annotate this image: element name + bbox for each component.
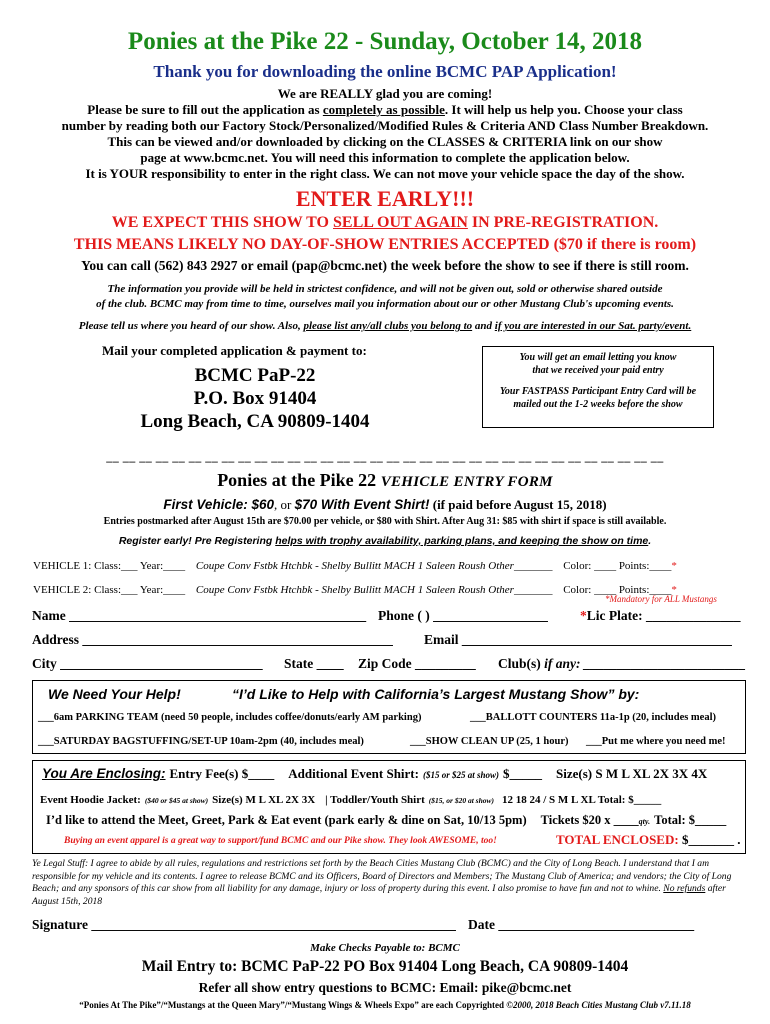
help-cleanup[interactable]: ___SHOW CLEAN UP (25, 1 hour) (410, 736, 569, 747)
register-text: Register early! Pre Registering (118, 535, 276, 547)
first-vehicle-price: First Vehicle: $60 (163, 497, 274, 512)
date-field[interactable]: Date _____________________________ (468, 917, 695, 932)
tickets-field[interactable]: Tickets $20 x ____ (540, 813, 639, 827)
shirt-sizes[interactable]: Size(s) S M L XL 2X 3X 4X (555, 766, 708, 781)
postmark-line: Entries postmarked after August 15th are $70.00 per vehicle, or $80 with Shirt. After Aug 31: $85 with shirt if space is still available. (103, 516, 667, 527)
tell-underline: if you are interested in our Sat. party/event. (494, 320, 692, 332)
clubs-label: Club(s) (498, 656, 541, 671)
shirt-label: Additional Event Shirt: (288, 766, 419, 781)
copyright-text: “Ponies At The Pike”/“Mustangs at the Queen Mary”/“Mustang Wings & Wheels Expo” are each Copyrighted (79, 1000, 507, 1010)
sell-out-text: WE EXPECT THIS SHOW TO (111, 214, 333, 231)
zip-field[interactable]: Zip Code _________ (358, 656, 476, 671)
help-anywhere[interactable]: ___Put me where you need me! (586, 736, 726, 747)
form-title (0, 470, 770, 491)
vehicle-2-color-points[interactable]: Color: ____ Points:____ (563, 584, 672, 596)
enclosing-row-2 (40, 790, 661, 808)
tickets-qty: qty. (638, 817, 651, 826)
toddler-sizes[interactable]: 12 18 24 / S M L XL Total: $_____ (502, 794, 662, 806)
help-parking[interactable]: ___6am PARKING TEAM (need 50 people, includes coffee/donuts/early AM parking) (38, 712, 422, 723)
privacy-line-2: of the club. BCMC may from time to time, ourselves mail you information about our or other Mustang Club's upcoming events. (96, 298, 674, 310)
call-line: You can call (562) 843 2927 or email (pap@bcmc.net) the week before the show to see if there is still room. (81, 258, 689, 273)
mandatory-note: *Mandatory for ALL Mustangs (605, 594, 717, 604)
intro-underline: completely as possible (322, 102, 445, 117)
enclosing-row-1 (42, 765, 707, 783)
help-heading-quote: “I’d Like to Help with California’s Largest Mustang Show” by: (232, 686, 640, 702)
register-line (0, 535, 770, 547)
mandatory-star: * (580, 608, 587, 623)
first-vehicle-or: , or (273, 497, 295, 512)
hoodie-sizes[interactable]: Size(s) M L XL 2X 3X (212, 794, 316, 806)
intro-line-1 (0, 102, 770, 118)
shirt-price: ($15 or $25 at show) (422, 770, 499, 780)
register-underline: helps with trophy availability, parking plans, and keeping the show on time (275, 535, 649, 547)
city-field[interactable]: City ______________________________ (32, 656, 263, 671)
mail-label: Mail your completed application & payment to: (102, 343, 367, 358)
privacy-line-1: The information you provide will be held in strictest confidence, and will not be given out, sold or otherwise shared outside (107, 283, 663, 295)
legal-body: Ye Legal Stuff: I agree to abide by all rules, regulations and restrictions set forth by the Beach Cities Mustang Club (BCMC) and the City of Long Beach. I understand that I am responsible for my vehicle and its contents. I agree to release BCMC and its Officers, Board of Directors and Members; The Mustang Club of America; and vendors; the City of Long Beach; and any sponsors of this car show from all liability for any damage, injury or loss of property during this event. I also promise to have fun and not to whine. (32, 858, 732, 895)
tickets-total-field[interactable]: Total: $_____ (654, 813, 727, 827)
first-vehicle-date: (if paid before August 15, 2018) (429, 497, 607, 512)
toddler-price: ($15, or $20 at show) (428, 796, 494, 805)
glad-line: We are REALLY glad you are coming! (277, 86, 493, 101)
vehicle-1-class-year[interactable]: VEHICLE 1: Class:___ Year:____ (33, 560, 186, 572)
hoodie-label: Event Hoodie Jacket: (40, 794, 141, 806)
legal-no-refunds: No refunds (663, 883, 706, 895)
vehicle-2-models[interactable]: Coupe Conv Fstbk Htchbk - Shelby Bullitt MACH 1 Saleen Roush Other_______ (195, 584, 553, 596)
form-title-text: Ponies at the Pike 22 (217, 470, 377, 490)
total-blank: $_______ . (681, 832, 741, 847)
first-vehicle-shirt: $70 With Event Shirt! (294, 497, 430, 512)
notice-box (482, 346, 714, 428)
mail-entry-line: Mail Entry to: BCMC PaP-22 PO Box 91404 Long Beach, CA 90809-1404 (141, 958, 629, 975)
meet-greet-text: I’d like to attend the Meet, Greet, Park & Eat event (park early & dine on Sat, 10/13 5pm) (46, 813, 527, 827)
checks-payable: Make Checks Payable to: BCMC (310, 942, 460, 954)
intro-line-4: page at www.bcmc.net. You will need this information to complete the application below. (140, 150, 630, 165)
vehicle-1-models[interactable]: Coupe Conv Fstbk Htchbk - Shelby Bullitt MACH 1 Saleen Roush Other_______ (195, 560, 553, 572)
total-enclosed[interactable] (556, 832, 740, 848)
copyright-line (0, 1000, 770, 1010)
copyright-years: ©2000, 2018 Beach Cities Mustang Club v7.11.18 (506, 1000, 691, 1010)
notice-fastpass: Your FASTPASS Participant Entry Card will be mailed out the 1-2 weeks before the show (499, 386, 697, 410)
toddler-label: | Toddler/Youth Shirt (325, 794, 425, 806)
enter-early-heading: ENTER EARLY!!! (295, 186, 475, 211)
vehicle-2-row (33, 584, 677, 596)
entry-fee-field[interactable]: Entry Fee(s) $____ (169, 766, 275, 781)
sell-out-line (0, 214, 770, 232)
name-field[interactable]: Name ____________________________________________ (32, 608, 367, 623)
phone-field[interactable]: Phone ( ) _________________ (378, 608, 548, 623)
mail-address (130, 364, 380, 433)
shirt-amount-field[interactable]: $_____ (502, 766, 542, 781)
email-field[interactable]: Email ________________________________________ (424, 632, 732, 647)
vehicle-1-row (33, 560, 677, 572)
enclosing-row-3 (46, 811, 726, 829)
total-label: TOTAL ENCLOSED: (556, 832, 679, 847)
mandatory-star: * (671, 560, 677, 572)
lic-plate-label: Lic Plate: ______________ (586, 608, 741, 623)
hoodie-price: ($40 or $45 at show) (144, 796, 209, 805)
legal-text (32, 858, 744, 908)
vehicle-1-color-points[interactable]: Color: ____ Points:____ (563, 560, 672, 572)
address-field[interactable]: Address ______________________________________________ (32, 632, 393, 647)
mandatory-star: * (671, 584, 677, 596)
register-text: . (648, 535, 652, 547)
intro-line-5: It is YOUR responsibility to enter in the right class. We can not move your vehicle space the day of the show. (85, 166, 685, 181)
intro-line-3: This can be viewed and/or downloaded by clicking on the CLASSES & CRITERIA link on our show (107, 134, 663, 149)
sell-out-underline: SELL OUT AGAIN (333, 214, 468, 231)
mail-address-line: BCMC PaP-22 (194, 365, 316, 386)
cut-line: __ __ __ __ __ __ __ __ __ __ __ __ __ __ __ __ __ __ __ __ __ __ __ __ __ __ __ __ __ __ __ __ __ __ (106, 450, 664, 464)
page-title: Ponies at the Pike 22 - Sunday, October 14, 2018 (127, 28, 643, 55)
clubs-if-any: if any: ________________________ (540, 656, 746, 671)
enclosing-heading: You Are Enclosing: (42, 766, 166, 781)
intro-line-2: number by reading both our Factory Stock/Personalized/Modified Rules & Criteria AND Class Number Breakdown. (61, 118, 709, 133)
help-bagstuffing[interactable]: ___SATURDAY BAGSTUFFING/SET-UP 10am-2pm (40, includes meal) (38, 736, 364, 747)
tell-text: Please tell us where you heard of our show. Also, (78, 320, 304, 332)
help-ballot[interactable]: ___BALLOTT COUNTERS 11a-1p (20, includes meal) (470, 712, 717, 723)
tell-us-line (0, 320, 770, 332)
sell-out-text: IN PRE-REGISTRATION. (467, 214, 659, 231)
help-heading: We Need Your Help! (48, 686, 181, 702)
form-title-italic: VEHICLE ENTRY FORM (380, 474, 553, 490)
first-vehicle-line (0, 496, 770, 514)
tell-text: and (472, 320, 495, 332)
state-field[interactable]: State ____ (284, 656, 344, 671)
mail-address-line: Long Beach, CA 90809-1404 (140, 411, 370, 432)
thanks-line: Thank you for downloading the online BCMC PAP Application! (153, 62, 617, 81)
vehicle-2-class-year[interactable]: VEHICLE 2: Class:___ Year:____ (33, 584, 186, 596)
apparel-note: Buying an event apparel is a great way to support/fund BCMC and our Pike show. They look AWESOME, too! (64, 836, 497, 846)
tell-underline: please list any/all clubs you belong to (303, 320, 473, 332)
legal-after: after August 15th, 2018 (32, 883, 726, 907)
intro-text: Please be sure to fill out the application as (87, 102, 323, 117)
lic-plate-field[interactable] (580, 608, 740, 624)
clubs-field[interactable] (498, 656, 746, 672)
notice-email: You will get an email letting you know that we received your paid entry (519, 352, 677, 376)
intro-text: . It will help us help you. Choose your class (444, 102, 683, 117)
questions-line: Refer all show entry questions to BCMC: Email: pike@bcmc.net (198, 980, 572, 995)
no-day-of-line: THIS MEANS LIKELY NO DAY-OF-SHOW ENTRIES ACCEPTED ($70 if there is room) (73, 236, 697, 253)
signature-field[interactable]: Signature ______________________________________________________ (32, 917, 456, 932)
mail-address-line: P.O. Box 91404 (193, 388, 317, 409)
